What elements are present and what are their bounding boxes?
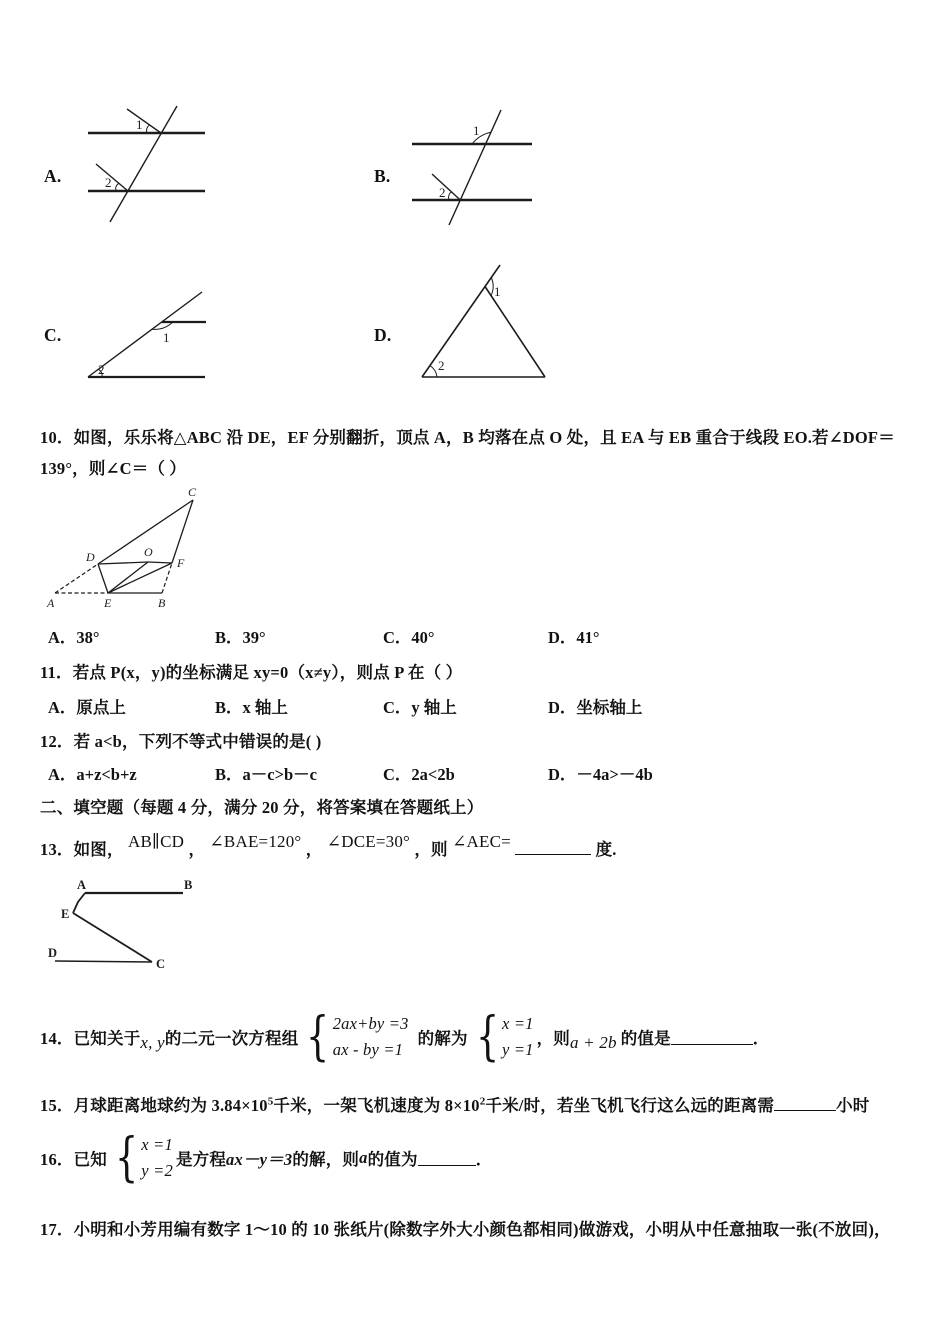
angle-2-label: 2 [439,185,446,200]
q16-end: ． [475,1150,493,1169]
option-d-label: D. [374,325,392,345]
q12-option-d: D．－4a>－4b [548,765,653,784]
question-17-text: 17．小明和小芳用编有数字 1～10 的 10 张纸片(除数字外大小颜色都相同)做游戏，小明从中任意抽取一张(不放回)， [40,1220,891,1239]
q14-math-xy: x, y [140,1033,165,1052]
angle-1-label: 1 [136,117,143,132]
q15-exponent-5: 5 [267,1095,274,1108]
q16-mid1: 是方程 [175,1150,227,1169]
q16-answer-blank [418,1150,476,1166]
q13-prefix: 13．如图， [40,840,124,859]
q14-math-a2b: a + 2b [570,1033,617,1052]
q13-math-dce: ∠DCE=30° [326,832,411,851]
q12-option-a: A．a+z<b+z [48,765,137,784]
section-2-header: 二、填空题（每题 4 分，满分 20 分，将答案填在答题纸上） [40,798,484,817]
q14-mid2: 的解为 [417,1029,468,1048]
q10-option-b: B．39° [215,628,266,647]
angle-1-label: 1 [494,284,501,299]
q16-prefix: 16．已知 [40,1150,107,1169]
q14-equation-system-1 [301,1007,409,1067]
q10-option-d: D．41° [548,628,600,647]
q16-math-equation: ax－y＝3 [226,1150,293,1169]
angle-2-label: 2 [98,362,105,377]
question-10-line1: 10．如图，乐乐将△ABC 沿 DE，EF 分别翻折，顶点 A，B 均落在点 O 处，且 EA 与 EB 重合于线段 EO.若∠DOF＝ [40,428,895,447]
q13-math-ab-cd: AB∥CD [128,832,185,851]
q14-answer-blank [671,1029,753,1045]
q16-sys-eq1: x =1 [141,1135,173,1154]
q13-comma3: ，则 [414,840,448,859]
q13-math-aec: ∠AEC= [452,832,511,851]
angle-1-label: 1 [473,123,480,138]
q15-answer-blank [774,1095,836,1111]
point-label-o: O [144,545,153,559]
q16-sys-eq2: y =2 [141,1161,173,1180]
q14-mid1: 的二元一次方程组 [164,1029,299,1048]
point-label-b: B [158,596,166,610]
q13-suffix: 度. [595,840,617,859]
q11-option-a: A．原点上 [48,698,126,717]
q16-mid2: 的解，则 [292,1150,360,1169]
q11-option-d: D．坐标轴上 [548,698,643,717]
point-label-f: F [177,556,185,570]
q15-part1: 15．月球距离地球约为 3.84×10 [40,1096,268,1115]
question-11-text: 11．若点 P(x，y)的坐标满足 xy=0（x≠y），则点 P 在（ ） [40,663,463,682]
q14-mid3: ，则 [536,1029,571,1048]
q14-sys1-eq2: ax - by =1 [332,1040,404,1059]
left-brace: { [306,1007,330,1067]
question-10-line2: 139°，则∠C＝（ ） [40,459,187,478]
q10-option-c: C．40° [383,628,435,647]
point-label-c: C [156,957,166,971]
question-16-text [40,1130,492,1186]
option-b-label: B. [374,166,391,186]
figure-q10-folded-triangle [38,483,218,613]
point-label-e: E [104,596,112,610]
option-c-label: C. [44,325,62,345]
figure-option-b-parallel-lines [405,105,540,230]
angle-2-label: 2 [438,358,445,373]
figure-q13-parallel-lines [40,875,205,975]
q16-math-a: a [359,1148,368,1167]
point-label-a: A [47,596,55,610]
point-label-d: D [48,946,58,960]
q10-options-row [0,624,950,646]
left-brace: { [475,1007,499,1067]
left-brace: { [114,1128,139,1188]
q13-answer-blank [515,839,591,855]
figure-option-d-triangle [405,258,565,383]
question-12-text: 12．若 a<b，下列不等式中错误的是( ) [40,732,322,751]
q14-end: ． [752,1029,770,1048]
q14-equation-system-2 [471,1007,534,1067]
point-label-b: B [184,878,193,892]
question-14-text [40,1008,770,1066]
q14-sys2-eq2: y =1 [501,1040,534,1059]
q12-options-row [0,761,950,783]
q12-option-c: C．2a<2b [383,765,455,784]
q11-option-c: C．y 轴上 [383,698,457,717]
q15-part2: 千米，一架飞机速度为 8×10 [273,1096,480,1115]
q13-comma1: ， [188,840,206,859]
angle-1-label: 1 [163,330,170,345]
q14-mid4: 的值是 [620,1029,671,1048]
q15-part3: 千米/时，若坐飞机飞行这么远的距离需 [485,1096,775,1115]
point-label-c: C [188,485,197,499]
figure-option-c-angle [80,282,215,385]
q16-mid3: 的值为 [367,1150,418,1169]
question-15-text [40,1092,869,1116]
q11-option-b: B．x 轴上 [215,698,288,717]
q15-part4: 小时 [836,1096,870,1115]
q12-option-b: B．a－c>b－c [215,765,317,784]
point-label-e: E [61,907,70,921]
q13-math-bae: ∠BAE=120° [209,832,302,851]
point-label-d: D [86,550,95,564]
q11-options-row [0,694,950,716]
q15-exponent-2: 2 [479,1095,486,1108]
q16-equation-system [110,1128,173,1188]
angle-2-label: 2 [105,175,112,190]
q14-sys2-eq1: x =1 [501,1014,534,1033]
question-13-text [40,832,617,860]
q10-option-a: A．38° [48,628,100,647]
point-label-a: A [77,878,87,892]
q14-prefix: 14．已知关于 [40,1029,141,1048]
q14-sys1-eq1: 2ax+by =3 [332,1014,409,1033]
q13-comma2: ， [305,840,323,859]
figure-option-a-parallel-lines [80,100,215,225]
option-a-label: A. [44,166,62,186]
